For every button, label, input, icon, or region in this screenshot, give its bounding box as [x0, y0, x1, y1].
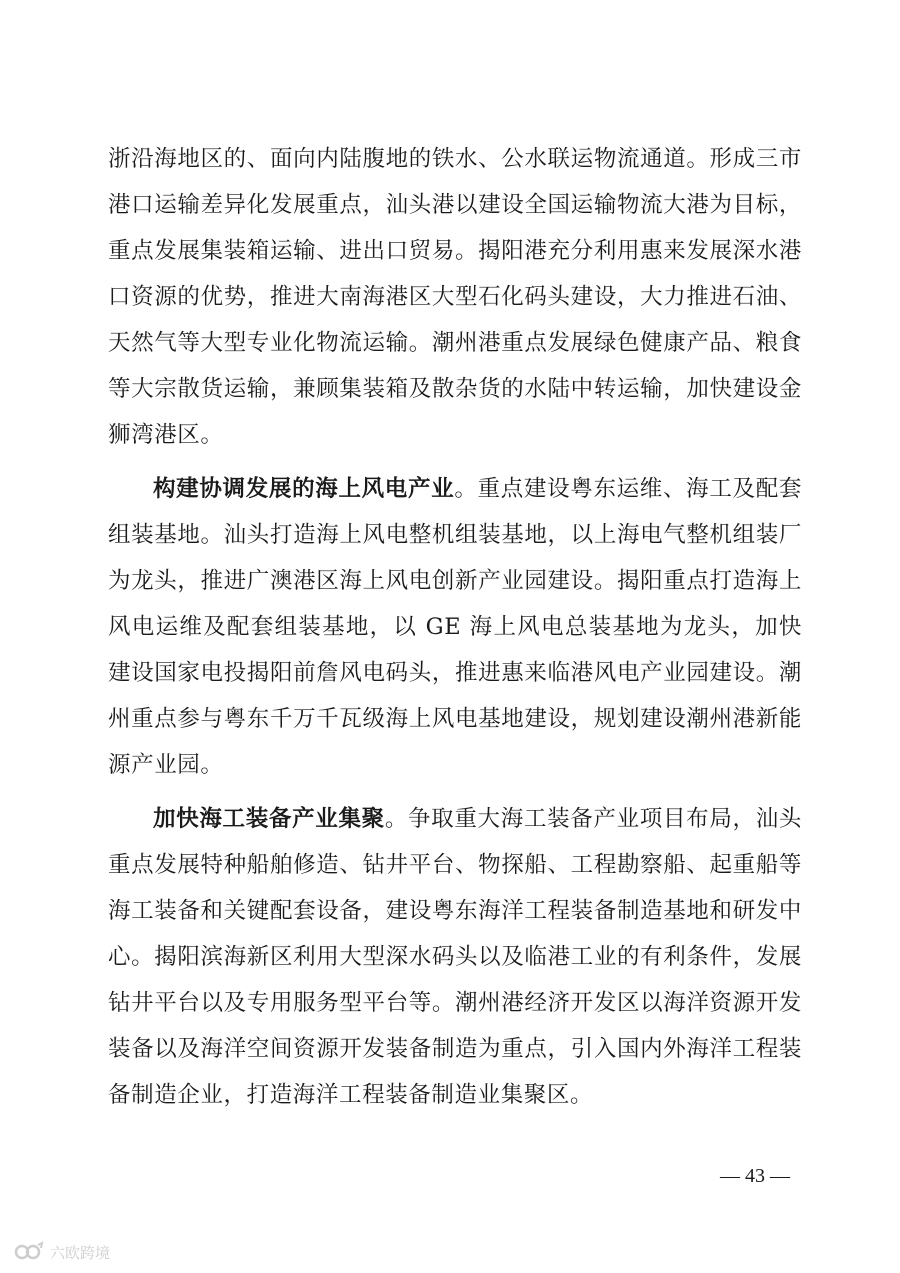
paragraph-offshore-wind — [108, 466, 802, 788]
brand-logo-icon — [14, 1241, 44, 1263]
paragraph-marine-equipment — [108, 796, 802, 1118]
paragraph-lead: 构建协调发展的海上风电产业 — [153, 476, 455, 502]
paragraph-text: 。争取重大海工装备产业项目布局，汕头重点发展特种船舶修造、钻井平台、物探船、工程勘察船、起重船等海工装备和关键配套设备，建设粤东海洋工程装备制造基地和研发中心。揭阳滨海新区利用大型深水码头以及临港工业的有利条件，发展钻井平台以及专用服务型平台等。潮州港经济开发区以海洋资源开发装备以及海洋空间资源开发装备制造为重点，引入国内外海洋工程装备制造企业，打造海洋工程装备制造业集聚区。 — [108, 806, 802, 1108]
paragraph-lead: 加快海工装备产业集聚 — [153, 806, 385, 832]
page-number: — 43 — — [720, 1165, 790, 1187]
watermark-text: 六欧跨境 — [50, 1243, 111, 1262]
paragraph-text: 浙沿海地区的、面向内陆腹地的铁水、公水联运物流通道。形成三市港口运输差异化发展重点，汕头港以建设全国运输物流大港为目标，重点发展集装箱运输、进出口贸易。揭阳港充分利用惠来发展深水港口资源的优势，推进大南海港区大型石化码头建设，大力推进石油、天然气等大型专业化物流运输。潮州港重点发展绿色健康产品、粮食等大宗散货运输，兼顾集装箱及散杂货的水陆中转运输，加快建设金狮湾港区。 — [108, 146, 802, 448]
document-body — [108, 136, 802, 1126]
paragraph-ports — [108, 136, 802, 458]
watermark — [14, 1241, 110, 1263]
paragraph-text: 。重点建设粤东运维、海工及配套组装基地。汕头打造海上风电整机组装基地，以上海电气整机组装厂为龙头，推进广澳港区海上风电创新产业园建设。揭阳重点打造海上风电运维及配套组装基地，以 GE 海上风电总装基地为龙头，加快建设国家电投揭阳前詹风电码头，推进惠来临港风电产业园建设。潮州重点参与粤东千万千瓦级海上风电基地建设，规划建设潮州港新能源产业园。 — [108, 476, 802, 778]
